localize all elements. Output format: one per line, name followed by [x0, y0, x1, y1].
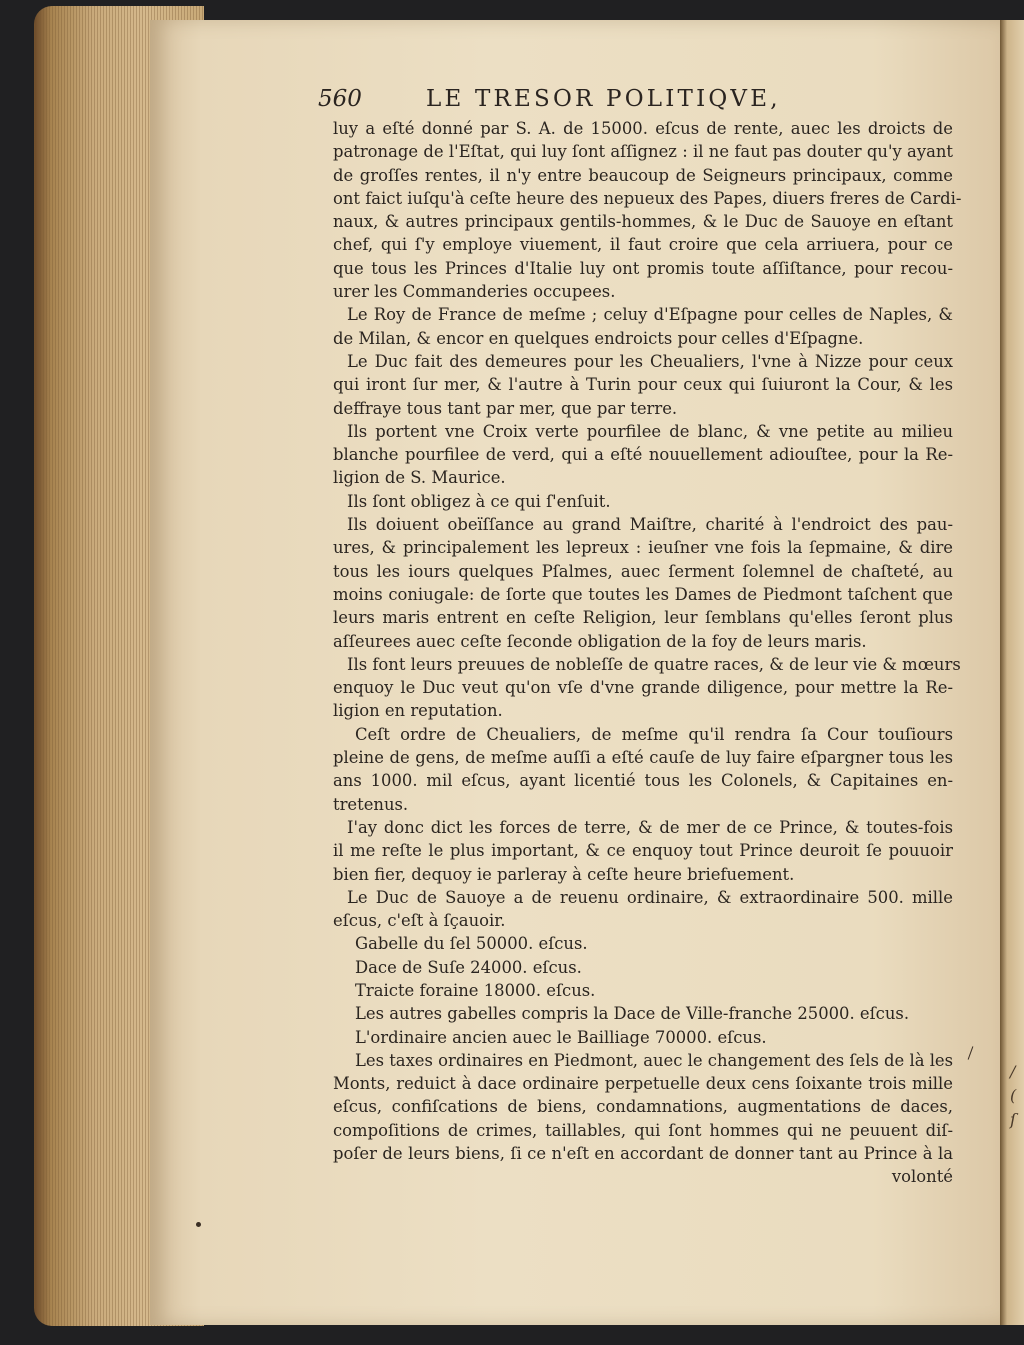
- text-line: Ceſt ordre de Cheualiers, de meſme qu'il rendra ſa Cour touſiours: [355, 724, 953, 744]
- text-line: que tous les Princes d'Italie luy ont promis toute aſſiſtance, pour recou-: [333, 258, 953, 278]
- text-line: Le Duc fait des demeures pour les Cheualiers, l'vne à Nizze pour ceux: [347, 351, 953, 371]
- text-line: bien fier, dequoy ie parleray à ceſte heure briefuement.: [333, 864, 795, 884]
- text-line: ligion en reputation.: [333, 701, 503, 721]
- text-line: il me reſte le plus important, & ce enquoy tout Prince deuroit ſe pouuoir: [333, 841, 953, 861]
- margin-mark: ſ: [1010, 1110, 1016, 1129]
- text-line: tous les iours quelques Pſalmes, auec ſerment ſolemnel de chaſteté, au: [333, 561, 953, 581]
- text-line: aſſeurees auec ceſte ſeconde obligation de la foy de leurs maris.: [333, 631, 867, 651]
- text-line: Monts, reduict à dace ordinaire perpetuelle deux cens ſoixante trois mille: [333, 1074, 953, 1094]
- text-line: Dace de Suſe 24000. eſcus.: [355, 957, 582, 977]
- text-line: compoſitions de crimes, taillables, qui ſont hommes qui ne peuuent diſ-: [333, 1120, 953, 1140]
- ink-speck: [196, 1222, 201, 1227]
- facing-page-margin-marks: [1010, 1060, 1024, 1150]
- text-line: Ils doiuent obeïſſance au grand Maiſtre, charité à l'endroict des pau-: [347, 515, 953, 535]
- page-number: 560: [318, 86, 362, 112]
- text-line: ont faict iuſqu'à ceſte heure des nepueux des Papes, diuers freres de Cardi-: [333, 188, 962, 208]
- text-line: de Milan, & encor en quelques endroicts pour celles d'Eſpagne.: [333, 328, 864, 348]
- text-line: naux, & autres principaux gentils-hommes, & le Duc de Sauoye en eſtant: [333, 212, 953, 232]
- text-line: Les autres gabelles compris la Dace de Ville-franche 25000. eſcus.: [355, 1004, 910, 1024]
- margin-mark: /: [1010, 1062, 1016, 1081]
- text-line: Les taxes ordinaires en Piedmont, auec le changement des ſels de là les: [355, 1050, 954, 1070]
- text-line: qui iront ſur mer, & l'autre à Turin pour ceux qui ſuiuront la Cour, & les: [333, 375, 953, 395]
- running-title: LE TRESOR POLITIQVE,: [426, 86, 781, 112]
- body-text: [333, 117, 962, 1189]
- text-line: ans 1000. mil eſcus, ayant licentié tous les Colonels, & Capitaines en-: [333, 771, 953, 791]
- text-line: de groſſes rentes, il n'y entre beaucoup de Seigneurs principaux, comme: [333, 165, 953, 185]
- text-line: eſcus, confiſcations de biens, condamnations, augmentations de daces,: [333, 1097, 953, 1117]
- text-line: blanche pourfilee de verd, qui a eſté nouuellement adiouſtee, pour la Re-: [333, 445, 953, 465]
- text-line: chef, qui ſ'y employe viuement, il faut croire que cela arriuera, pour ce: [333, 235, 953, 255]
- text-line: I'ay donc dict les forces de terre, & de mer de ce Prince, & toutes-fois: [347, 817, 953, 837]
- text-line: poſer de leurs biens, ſi ce n'eſt en accordant de donner tant au Prince à la: [333, 1144, 953, 1164]
- text-line: eſcus, c'eſt à ſçauoir.: [333, 911, 506, 931]
- text-line: Ils ſont obligez à ce qui ſ'enſuit.: [347, 491, 611, 511]
- text-line: Ils font leurs preuues de nobleſſe de quatre races, & de leur vie & mœurs: [347, 654, 961, 674]
- text-line: Ils portent vne Croix verte pourfilee de blanc, & vne petite au milieu: [347, 421, 953, 441]
- text-line: L'ordinaire ancien auec le Bailliage 70000. eſcus.: [355, 1027, 767, 1047]
- text-line: leurs maris entrent en ceſte Religion, leur ſemblans qu'elles ſeront plus: [333, 608, 953, 628]
- text-line: moins coniugale: de ſorte que toutes les Dames de Piedmont taſchent que: [333, 584, 953, 604]
- text-line: Le Duc de Sauoye a de reuenu ordinaire, & extraordinaire 500. mille: [347, 887, 953, 907]
- text-line: ures, & principalement les lepreux : ieuſner vne fois la ſepmaine, & dire: [333, 538, 953, 558]
- text-line: luy a eſté donné par S. A. de 15000. eſcus de rente, auec les droicts de: [333, 119, 953, 138]
- text-line: pleine de gens, de meſme auſſi a eſté cauſe de luy faire eſpargner tous les: [333, 748, 953, 768]
- margin-mark: (: [1010, 1086, 1017, 1105]
- text-line: Le Roy de France de meſme ; celuy d'Eſpagne pour celles de Naples, &: [347, 305, 953, 325]
- text-line: enquoy le Duc veut qu'on vſe d'vne grande diligence, pour mettre la Re-: [333, 678, 953, 698]
- text-line: ligion de S. Maurice.: [333, 468, 506, 488]
- running-header: [318, 86, 828, 118]
- catchword: volonté: [891, 1167, 953, 1187]
- text-line: urer les Commanderies occupees.: [333, 282, 616, 302]
- text-line: tretenus.: [333, 794, 409, 814]
- text-line: patronage de l'Eſtat, qui luy ſont aſſignez : il ne faut pas douter qu'y ayant: [333, 142, 953, 162]
- text-line: deffraye tous tant par mer, que par terre.: [333, 398, 678, 418]
- text-line: Traicte foraine 18000. eſcus.: [355, 980, 596, 1000]
- text-line: Gabelle du ſel 50000. eſcus.: [355, 934, 588, 954]
